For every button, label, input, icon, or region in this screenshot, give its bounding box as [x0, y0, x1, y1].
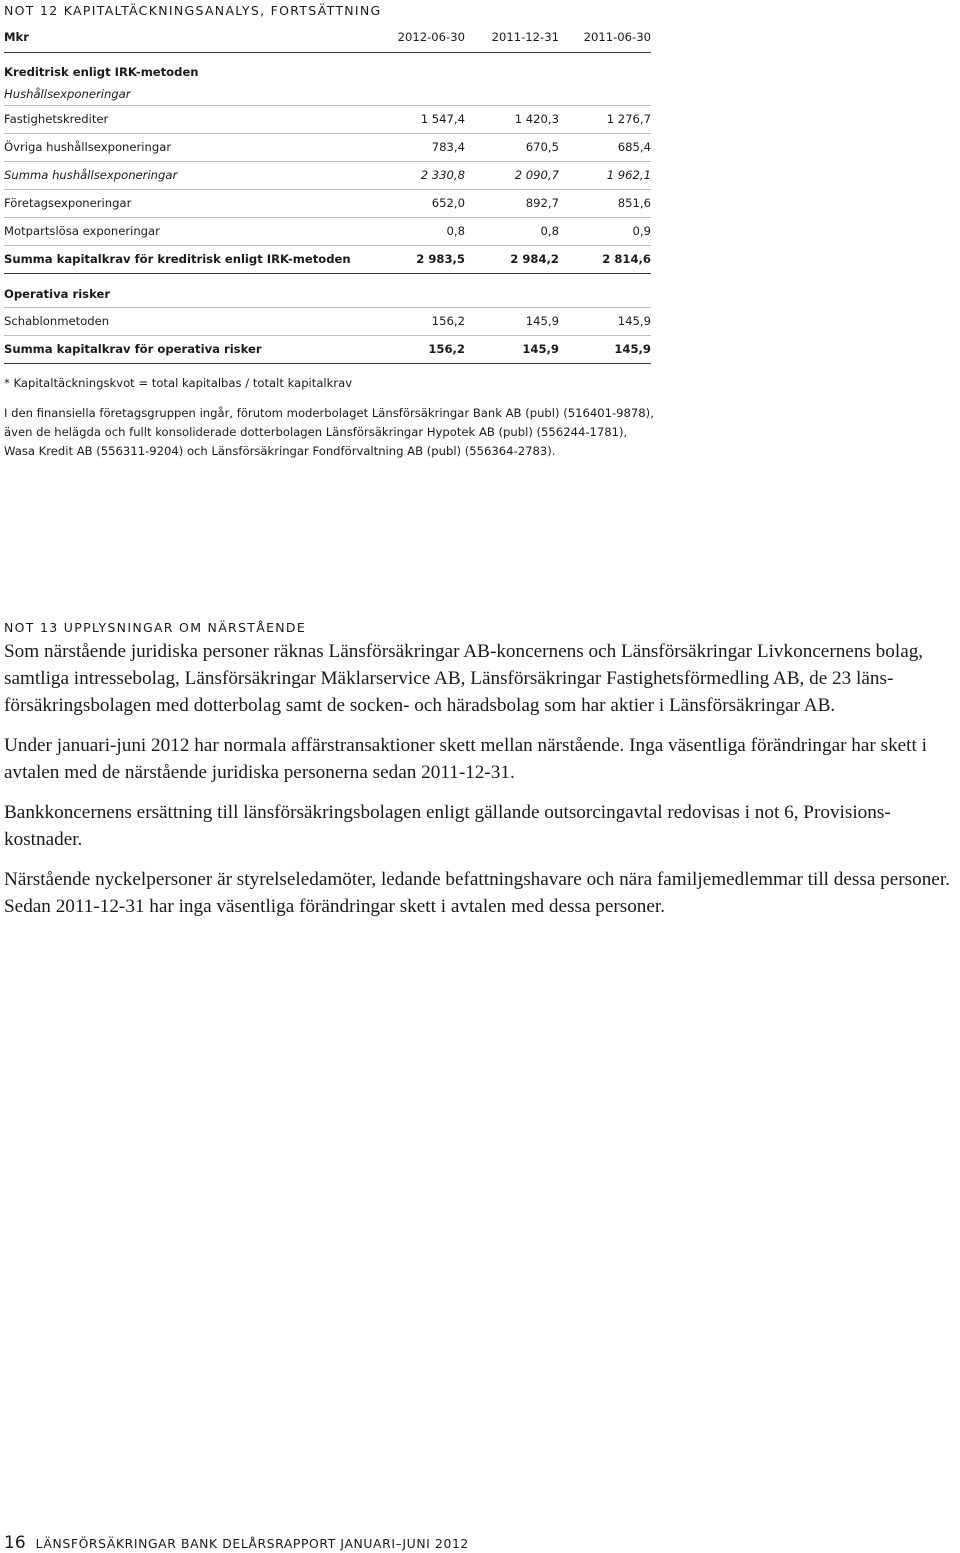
row-value: 2 090,7: [514, 168, 559, 182]
paragraph-line: Under januari-juni 2012 har normala affärstransaktioner skett mellan närstående. Inga väsentliga förändringar har skett i: [4, 735, 927, 756]
row-value: 892,7: [525, 196, 559, 210]
paragraph-line: Närstående nyckelpersoner är styrelseledamöter, ledande befattningshavare och nära familjemedlemmar till dessa personer.: [4, 869, 950, 890]
row-value: 0,8: [540, 224, 559, 238]
header-label: Mkr: [4, 30, 29, 44]
section-subtitle: [4, 83, 651, 106]
capital-adequacy-table: [4, 22, 651, 364]
table-row: [4, 134, 651, 162]
footnote: * Kapitaltäckningskvot = total kapitalbas / totalt kapitalkrav: [4, 376, 353, 390]
table-row-total: [4, 336, 651, 364]
row-value: 145,9: [522, 342, 559, 356]
section-title: [4, 282, 651, 308]
header-col-2: 2011-12-31: [491, 30, 559, 44]
row-label: Företagsexponeringar: [4, 196, 132, 210]
row-value: 156,2: [428, 342, 465, 356]
row-label: Övriga hushållsexponeringar: [4, 140, 172, 154]
paragraph-line: försäkringsbolagen med dotterbolag samt de socken- och häradsbolag som har aktier i Länsförsäkringar AB.: [4, 695, 836, 716]
header-col-3: 2011-06-30: [583, 30, 651, 44]
row-label: Summa kapitalkrav för kreditrisk enligt IRK-metoden: [4, 252, 351, 266]
row-label: Schablonmetoden: [4, 314, 110, 328]
table-row-total: [4, 246, 651, 274]
row-value: 2 814,6: [602, 252, 651, 266]
paragraph-line: Bankkoncernens ersättning till länsförsäkringsbolagen enligt gällande outsorcingavtal redovisas i not 6, Provisions-: [4, 802, 891, 823]
row-value: 851,6: [617, 196, 651, 210]
table-row: [4, 308, 651, 336]
paragraph: [4, 866, 956, 920]
section-title: [4, 61, 651, 83]
group-description-line: även de helägda och fullt konsoliderade dotterbolagen Länsförsäkringar Hypotek AB (publ) (556244-1781),: [4, 425, 628, 439]
note12-title: NOT 12 KAPITALTÄCKNINGSANALYS, FORTSÄTTNING: [4, 3, 382, 18]
paragraph: [4, 732, 956, 786]
paragraph-line: Som närstående juridiska personer räknas Länsförsäkringar AB-koncernens och Länsförsäkringar Livkoncernens bolag,: [4, 641, 924, 662]
row-value: 1 962,1: [606, 168, 651, 182]
row-value: 2 984,2: [510, 252, 559, 266]
header-col-1: 2012-06-30: [397, 30, 465, 44]
row-value: 145,9: [525, 314, 559, 328]
note13-title: NOT 13 UPPLYSNINGAR OM NÄRSTÅENDE: [4, 620, 307, 635]
paragraph-line: avtalen med de närstående juridiska personerna sedan 2011-12-31.: [4, 762, 515, 783]
table-header-row: [4, 22, 651, 53]
table-row: [4, 106, 651, 134]
page-footer: [4, 1533, 469, 1553]
group-description: [4, 404, 654, 461]
table-row: [4, 162, 651, 190]
row-value: 670,5: [525, 140, 559, 154]
row-value: 1 420,3: [514, 112, 559, 126]
section-title-text: Kreditrisk enligt IRK-metoden: [4, 65, 199, 79]
row-value: 0,9: [632, 224, 651, 238]
row-value: 1 547,4: [420, 112, 465, 126]
group-description-line: I den finansiella företagsgruppen ingår, förutom moderbolaget Länsförsäkringar Bank AB (publ) (516401-9878),: [4, 406, 654, 420]
row-value: 652,0: [431, 196, 465, 210]
row-label: Fastighetskrediter: [4, 112, 109, 126]
paragraph-line: kostnader.: [4, 829, 83, 850]
row-value: 783,4: [431, 140, 465, 154]
row-label: Motpartslösa exponeringar: [4, 224, 160, 238]
page-number: 16: [4, 1533, 26, 1553]
row-label: Summa kapitalkrav för operativa risker: [4, 342, 262, 356]
row-value: 2 983,5: [416, 252, 465, 266]
row-value: 156,2: [431, 314, 465, 328]
row-label: Summa hushållsexponeringar: [4, 168, 178, 182]
row-value: 685,4: [617, 140, 651, 154]
section-title-text: Operativa risker: [4, 287, 111, 301]
table-row: [4, 190, 651, 218]
paragraph-line: samtliga intressebolag, Länsförsäkringar Mäklarservice AB, Länsförsäkringar Fastighetsförmedling AB, de 23 läns-: [4, 668, 894, 689]
section-subtitle-text: Hushållsexponeringar: [4, 87, 131, 101]
paragraph-line: Sedan 2011-12-31 har inga väsentliga förändringar skett i avtalen med dessa personer.: [4, 896, 666, 917]
footer-text: LÄNSFÖRSÄKRINGAR BANK DELÅRSRAPPORT JANUARI–JUNI 2012: [35, 1536, 469, 1551]
row-value: 0,8: [446, 224, 465, 238]
group-description-line: Wasa Kredit AB (556311-9204) och Länsförsäkringar Fondförvaltning AB (publ) (556364-2783).: [4, 444, 556, 458]
row-value: 145,9: [617, 314, 651, 328]
row-value: 1 276,7: [606, 112, 651, 126]
paragraph: [4, 638, 956, 719]
row-value: 145,9: [614, 342, 651, 356]
table-row: [4, 218, 651, 246]
row-value: 2 330,8: [420, 168, 465, 182]
paragraph: [4, 799, 956, 853]
